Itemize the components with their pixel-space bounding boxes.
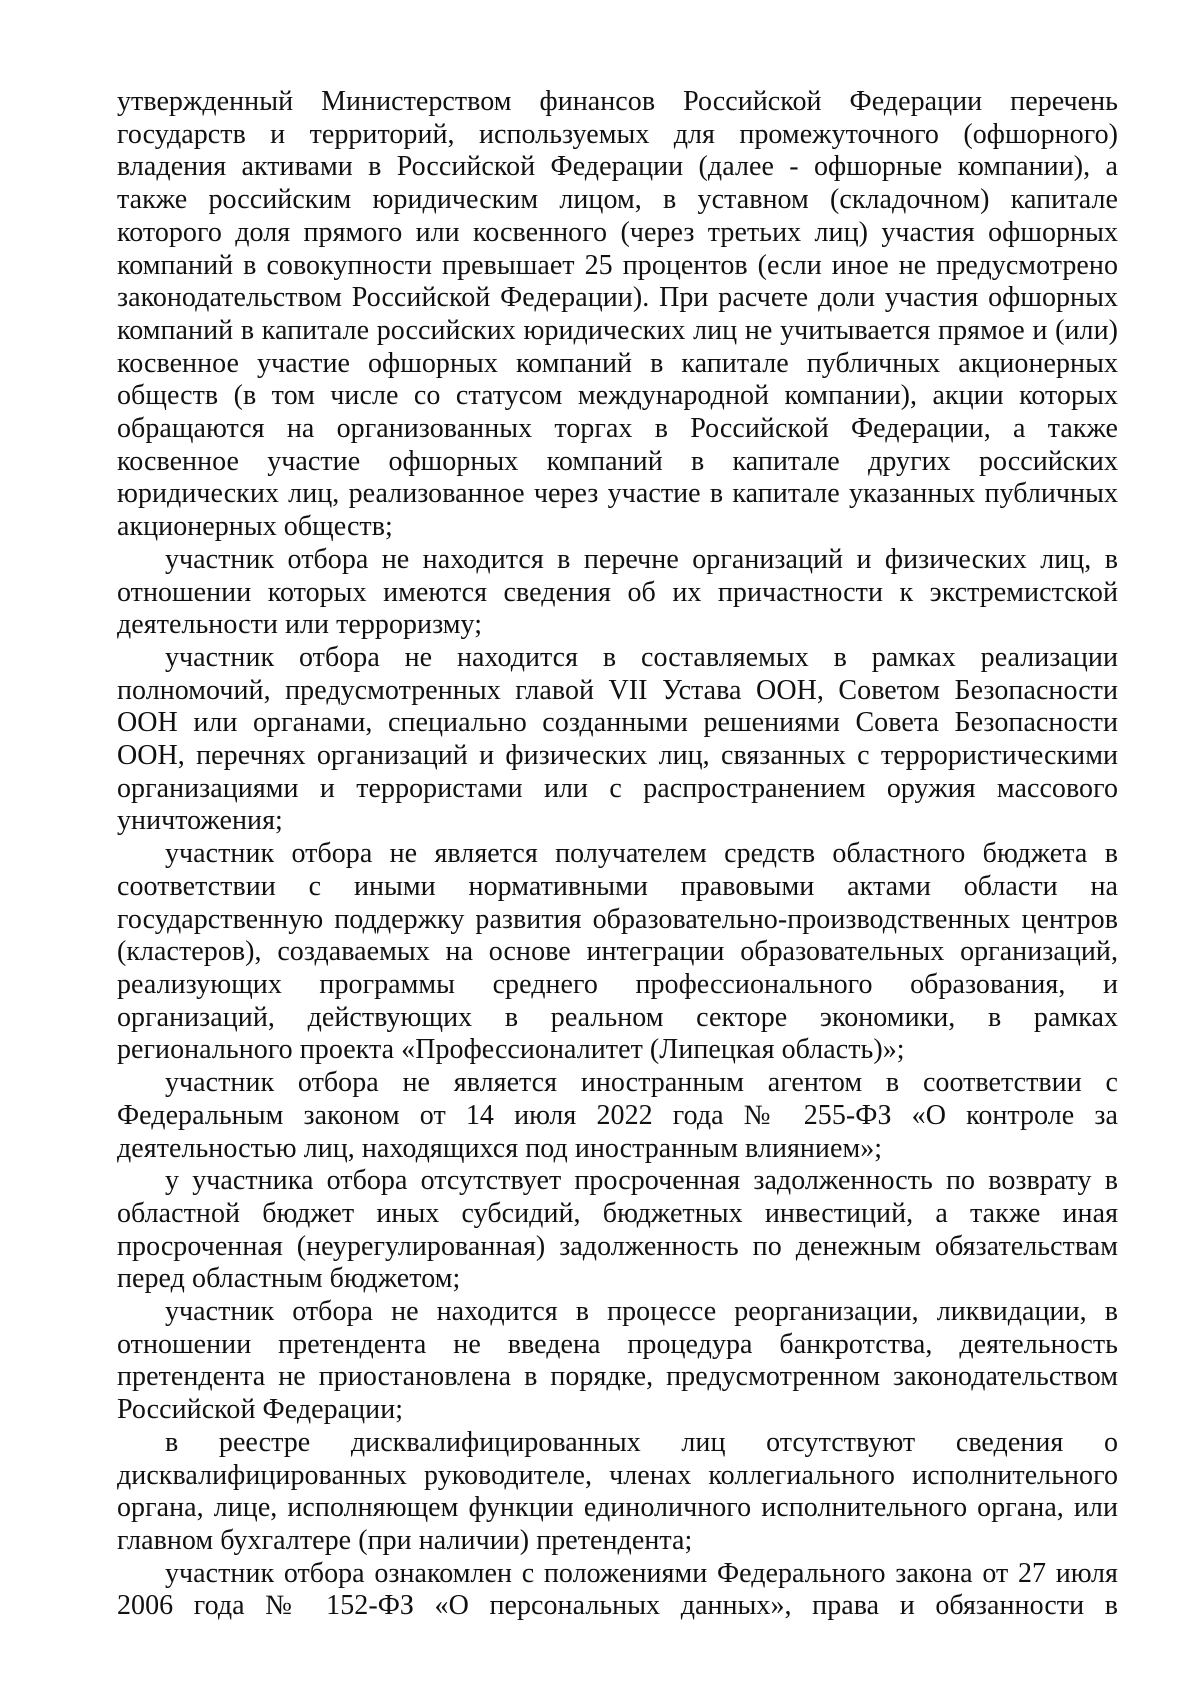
paragraph-personal-data-law: участник отбора ознакомлен с положениями Федерального закона от 27 июля 2006 года № 152-ФЗ «О персональных данных», права и обязанности в (117, 1557, 1118, 1622)
paragraph-disqualified-persons: в реестре дисквалифицированных лиц отсутствуют сведения о дисквалифицированных руководителе, членах коллегиального исполнительного органа, лице, исполняющем функции единоличного исполнительного органа, или главном бухгалтере (при наличии) претендента; (117, 1426, 1118, 1556)
paragraph-offshore-companies: утвержденный Министерством финансов Российской Федерации перечень государств и территорий, используемых для промежуточного (офшорного) владения активами в Российской Федерации (далее - офшорные компании), а также российским юридическим лицом, в уставном (складочном) капитале которого доля прямого или косвенного (через третьих лиц) участия офшорных компаний в совокупности превышает 25 процентов (если иное не предусмотрено законодательством Российской Федерации). При расчете доли участия офшорных компаний в капитале российских юридических лиц не учитывается прямое и (или) косвенное участие офшорных компаний в капитале публичных акционерных обществ (в том числе со статусом международной компании), акции которых обращаются на организованных торгах в Российской Федерации, а также косвенное участие офшорных компаний в капитале других российских юридических лиц, реализованное через участие в капитале указанных публичных акционерных обществ; (117, 86, 1118, 543)
paragraph-foreign-agent: участник отбора не является иностранным агентом в соответствии с Федеральным законом от 14 июля 2022 года № 255-ФЗ «О контроле за деятельностью лиц, находящихся под иностранным влиянием»; (117, 1067, 1118, 1164)
paragraph-extremism-list: участник отбора не находится в перечне организаций и физических лиц, в отношении которых имеются сведения об их причастности к экстремистской деятельности или терроризму; (117, 543, 1118, 641)
paragraph-reorganization-liquidation: участник отбора не находится в процессе реорганизации, ликвидации, в отношении претендента не введена процедура банкротства, деятельность претендента не приостановлена в порядке, предусмотренном законодательством Российской Федерации; (117, 1296, 1118, 1426)
paragraph-un-sanctions-list: участник отбора не находится в составляемых в рамках реализации полномочий, предусмотренных главой VII Устава ООН, Советом Безопасности ООН или органами, специально созданными решениями Совета Безопасности ООН, перечнях организаций и физических лиц, связанных с террористическими организациями и террористами или с распространением оружия массового уничтожения; (117, 641, 1118, 837)
paragraph-overdue-debt: у участника отбора отсутствует просроченная задолженность по возврату в областной бюджет иных субсидий, бюджетных инвестиций, а также иная просроченная (неурегулированная) задолженность по денежным обязательствам перед областным бюджетом; (117, 1165, 1118, 1295)
document-body (117, 86, 1118, 1623)
paragraph-regional-budget-recipient: участник отбора не является получателем средств областного бюджета в соответствии с иными нормативными правовыми актами области на государственную поддержку развития образовательно-производственных центров (кластеров), создаваемых на основе интеграции образовательных организаций, реализующих программы среднего профессионального образования, и организаций, действующих в реальном секторе экономики, в рамках регионального проекта «Профессионалитет (Липецкая область)»; (117, 838, 1118, 1066)
